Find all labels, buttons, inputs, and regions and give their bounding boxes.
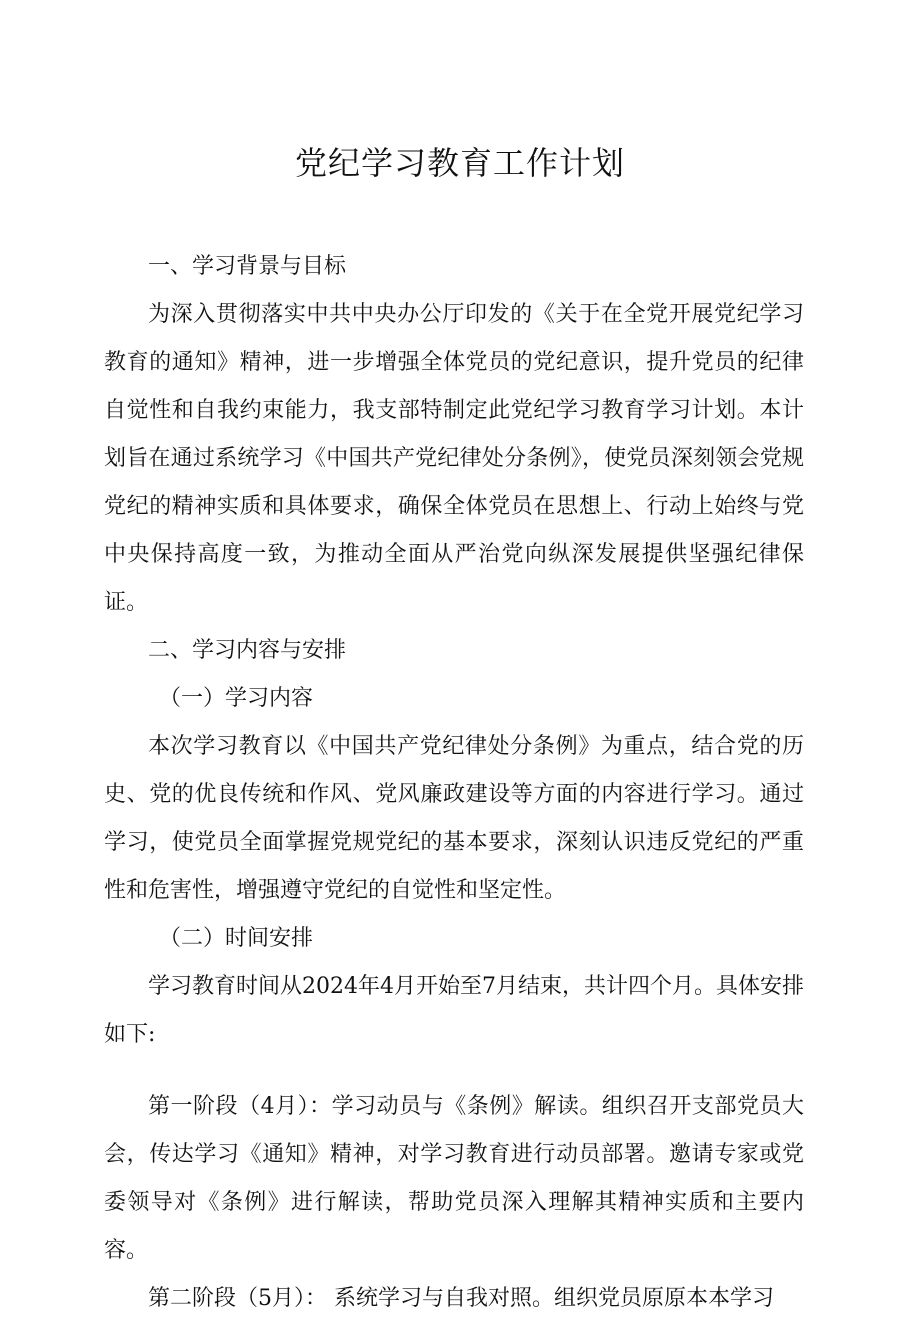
section-heading-background: 一、学习背景与目标 bbox=[148, 254, 347, 279]
paragraph-stage-1: 第一阶段（4月）：学习动员与《条例》解读。组织召开支部党员大会，传达学习《通知》精神，对学习教育进行动员部署。邀请专家或党委领导对《条例》进行解读，帮助党员深入理解其精神实质和主要内容。 bbox=[104, 1094, 804, 1263]
paragraph-background: 为深入贯彻落实中共中央办公厅印发的《关于在全党开展党纪学习教育的通知》精神，进一步增强全体党员的党纪意识，提升党员的纪律自觉性和自我约束能力，我支部特制定此党纪学习教育学习计划。本计划旨在通过系统学习《中国共产党纪律处分条例》，使党员深刻领会党规党纪的精神实质和具体要求，确保全体党员在思想上、行动上始终与党中央保持高度一致，为推动全面从严治党向纵深发展提供坚强纪律保证。 bbox=[104, 302, 804, 615]
paragraph-stage-2: 第二阶段（5月）： 系统学习与自我对照。组织党员原原本本学习 bbox=[148, 1286, 774, 1311]
paragraph-learning-content: 本次学习教育以《中国共产党纪律处分条例》为重点，结合党的历史、党的优良传统和作风、党风廉政建设等方面的内容进行学习。通过学习，使党员全面掌握党规党纪的基本要求，深刻认识违反党纪的严重性和危害性，增强遵守党纪的自觉性和坚定性。 bbox=[104, 734, 804, 903]
subheading-schedule: （二）时间安排 bbox=[159, 926, 314, 951]
document-title: 党纪学习教育工作计划 bbox=[294, 144, 625, 182]
section-heading-content: 二、学习内容与安排 bbox=[148, 638, 347, 663]
subheading-learning-content: （一）学习内容 bbox=[159, 686, 314, 711]
document-body bbox=[104, 243, 804, 1323]
paragraph-schedule: 学习教育时间从2024年4月开始至7月结束，共计四个月。具体安排如下: bbox=[104, 974, 804, 1047]
